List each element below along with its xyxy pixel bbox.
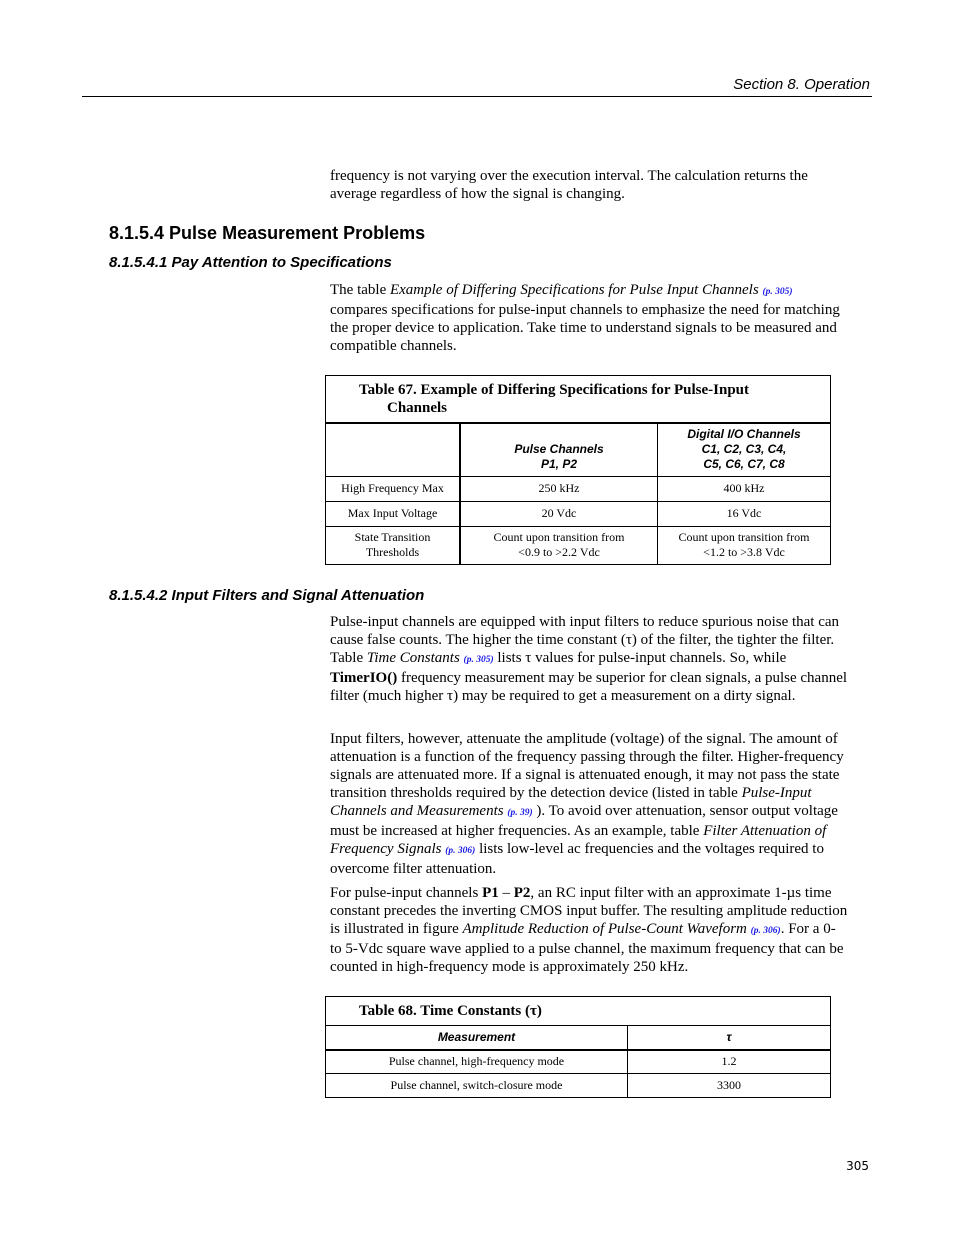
filters-text-1 — [330, 613, 850, 705]
text-run: For pulse-input channels — [330, 885, 483, 901]
text-run: – — [498, 885, 514, 901]
label-line: State Transition — [354, 530, 431, 544]
row-label — [326, 526, 461, 564]
specifications-paragraph — [330, 281, 850, 355]
header-line: P1, P2 — [540, 456, 578, 471]
text-run: frequency measurement may be superior for clean signals, a pulse channel filter (much higher τ) may be required to get a measurement on a dirty signal. — [330, 670, 848, 704]
table-67-header-pulse — [460, 423, 658, 476]
cell-pulse — [460, 526, 658, 564]
cell-tau: 3300 — [628, 1074, 831, 1098]
table-row — [326, 526, 831, 564]
table-67-caption — [326, 376, 831, 424]
intro-paragraph — [330, 167, 850, 203]
text-run: , an RC input filter with an approximate 1-µs time constant precedes the inverting CMOS input buffer. The resulting amplitude reduction is illustrated in figure — [330, 885, 848, 937]
header-rule — [82, 96, 872, 97]
table-67-header-digital — [658, 423, 831, 476]
table-row — [326, 1050, 831, 1074]
xref-link[interactable]: (p. 39) — [507, 808, 533, 818]
cell-pulse: 20 Vdc — [460, 501, 658, 526]
table-68-caption: Table 68. Time Constants (τ) — [326, 997, 831, 1026]
cell-line: Count upon transition from — [493, 530, 625, 544]
text-run: ). To avoid over attenuation, sensor output voltage must be increased at higher frequencies. As an example, table — [330, 803, 838, 839]
header-line: C1, C2, C3, C4, — [701, 442, 787, 457]
channel-name: P1 — [482, 885, 499, 901]
filters-text-2 — [330, 730, 850, 878]
text-run: lists τ values for pulse-input channels. So, while — [493, 650, 787, 666]
subsection-heading-filters: 8.1.5.4.2 Input Filters and Signal Attenuation — [109, 587, 425, 604]
table-row — [326, 1074, 831, 1098]
table-68-header-measurement: Measurement — [326, 1026, 628, 1050]
filters-paragraph-2 — [330, 730, 850, 878]
table-67-header-empty — [326, 423, 461, 476]
text-run: lists low-level ac frequencies and the voltages required to overcome filter attenuation. — [330, 841, 824, 877]
cell-digital: 16 Vdc — [658, 501, 831, 526]
running-header: Section 8. Operation — [733, 76, 870, 93]
xref-link[interactable]: (p. 305) — [762, 287, 793, 297]
subsection-heading-specifications: 8.1.5.4.1 Pay Attention to Specifications — [109, 254, 392, 271]
xref-link[interactable]: (p. 306) — [750, 926, 781, 936]
intro-text: frequency is not varying over the execution interval. The calculation returns the average regardless of how the signal is changing. — [330, 168, 808, 202]
cell-pulse: 250 kHz — [460, 476, 658, 501]
text-run: . For a 0- to 5-Vdc square wave applied to a pulse channel, the maximum frequency that can be counted in high-frequency mode is approximately 250 kHz. — [330, 921, 844, 975]
channel-name: P2 — [513, 885, 531, 901]
cell-tau: 1.2 — [628, 1050, 831, 1074]
text-run: The table — [330, 282, 390, 298]
text-run: Input filters, however, attenuate the amplitude (voltage) of the signal. The amount of attenuation is a function of the frequency passing through the filter. Higher-frequency signals are attenuated more. If a signal is attenuated enough, it may not pass the state transition thresholds required by the detection device (listed in table — [330, 731, 844, 801]
cell-digital — [658, 526, 831, 564]
cell-measurement: Pulse channel, switch-closure mode — [326, 1074, 628, 1098]
xref-link[interactable]: (p. 306) — [445, 846, 476, 856]
table-reference-title: Time Constants — [366, 650, 460, 666]
function-name: TimerIO() — [330, 670, 398, 686]
row-label: Max Input Voltage — [326, 501, 461, 526]
table-reference-title: Pulse-Input Channels and Measurements — [330, 785, 812, 819]
row-label: High Frequency Max — [326, 476, 461, 501]
header-line: C5, C6, C7, C8 — [703, 457, 785, 472]
cell-digital: 400 kHz — [658, 476, 831, 501]
filters-paragraph-1 — [330, 613, 850, 705]
specifications-text — [330, 281, 850, 355]
table-reference-title: Example of Differing Specifications for Pulse Input Channels — [389, 282, 759, 298]
table-row — [326, 501, 831, 526]
filters-paragraph-3 — [330, 884, 850, 976]
table-reference-title: Filter Attenuation of Frequency Signals — [330, 823, 827, 857]
table-67-specifications — [325, 375, 831, 565]
table-68-time-constants — [325, 996, 831, 1098]
section-heading: 8.1.5.4 Pulse Measurement Problems — [109, 223, 426, 243]
header-line: Pulse Channels — [514, 441, 604, 456]
caption-line: Channels — [387, 400, 448, 416]
header-line: Digital I/O Channels — [687, 427, 801, 442]
xref-link[interactable]: (p. 305) — [463, 655, 494, 665]
page-number: 305 — [846, 1159, 869, 1173]
figure-reference-title: Amplitude Reduction of Pulse-Count Waveform — [462, 921, 747, 937]
cell-line: <0.9 to >2.2 Vdc — [518, 545, 600, 559]
cell-measurement: Pulse channel, high-frequency mode — [326, 1050, 628, 1074]
cell-line: Count upon transition from — [678, 530, 810, 544]
filters-text-3 — [330, 884, 850, 976]
text-run: compares specifications for pulse-input channels to emphasize the need for matching the proper device to application. Take time to understand signals to be measured and compatible channels. — [330, 302, 840, 354]
table-row — [326, 476, 831, 501]
label-line: Thresholds — [365, 545, 420, 559]
caption-line: Table 67. Example of Differing Specifications for Pulse-Input — [359, 382, 750, 398]
cell-line: <1.2 to >3.8 Vdc — [703, 545, 785, 559]
table-68-header-tau: τ — [628, 1026, 831, 1050]
text-run: Pulse-input channels are equipped with input filters to reduce spurious noise that can cause false counts. The higher the time constant (τ) of the filter, the tighter the filter. Table — [330, 614, 840, 666]
